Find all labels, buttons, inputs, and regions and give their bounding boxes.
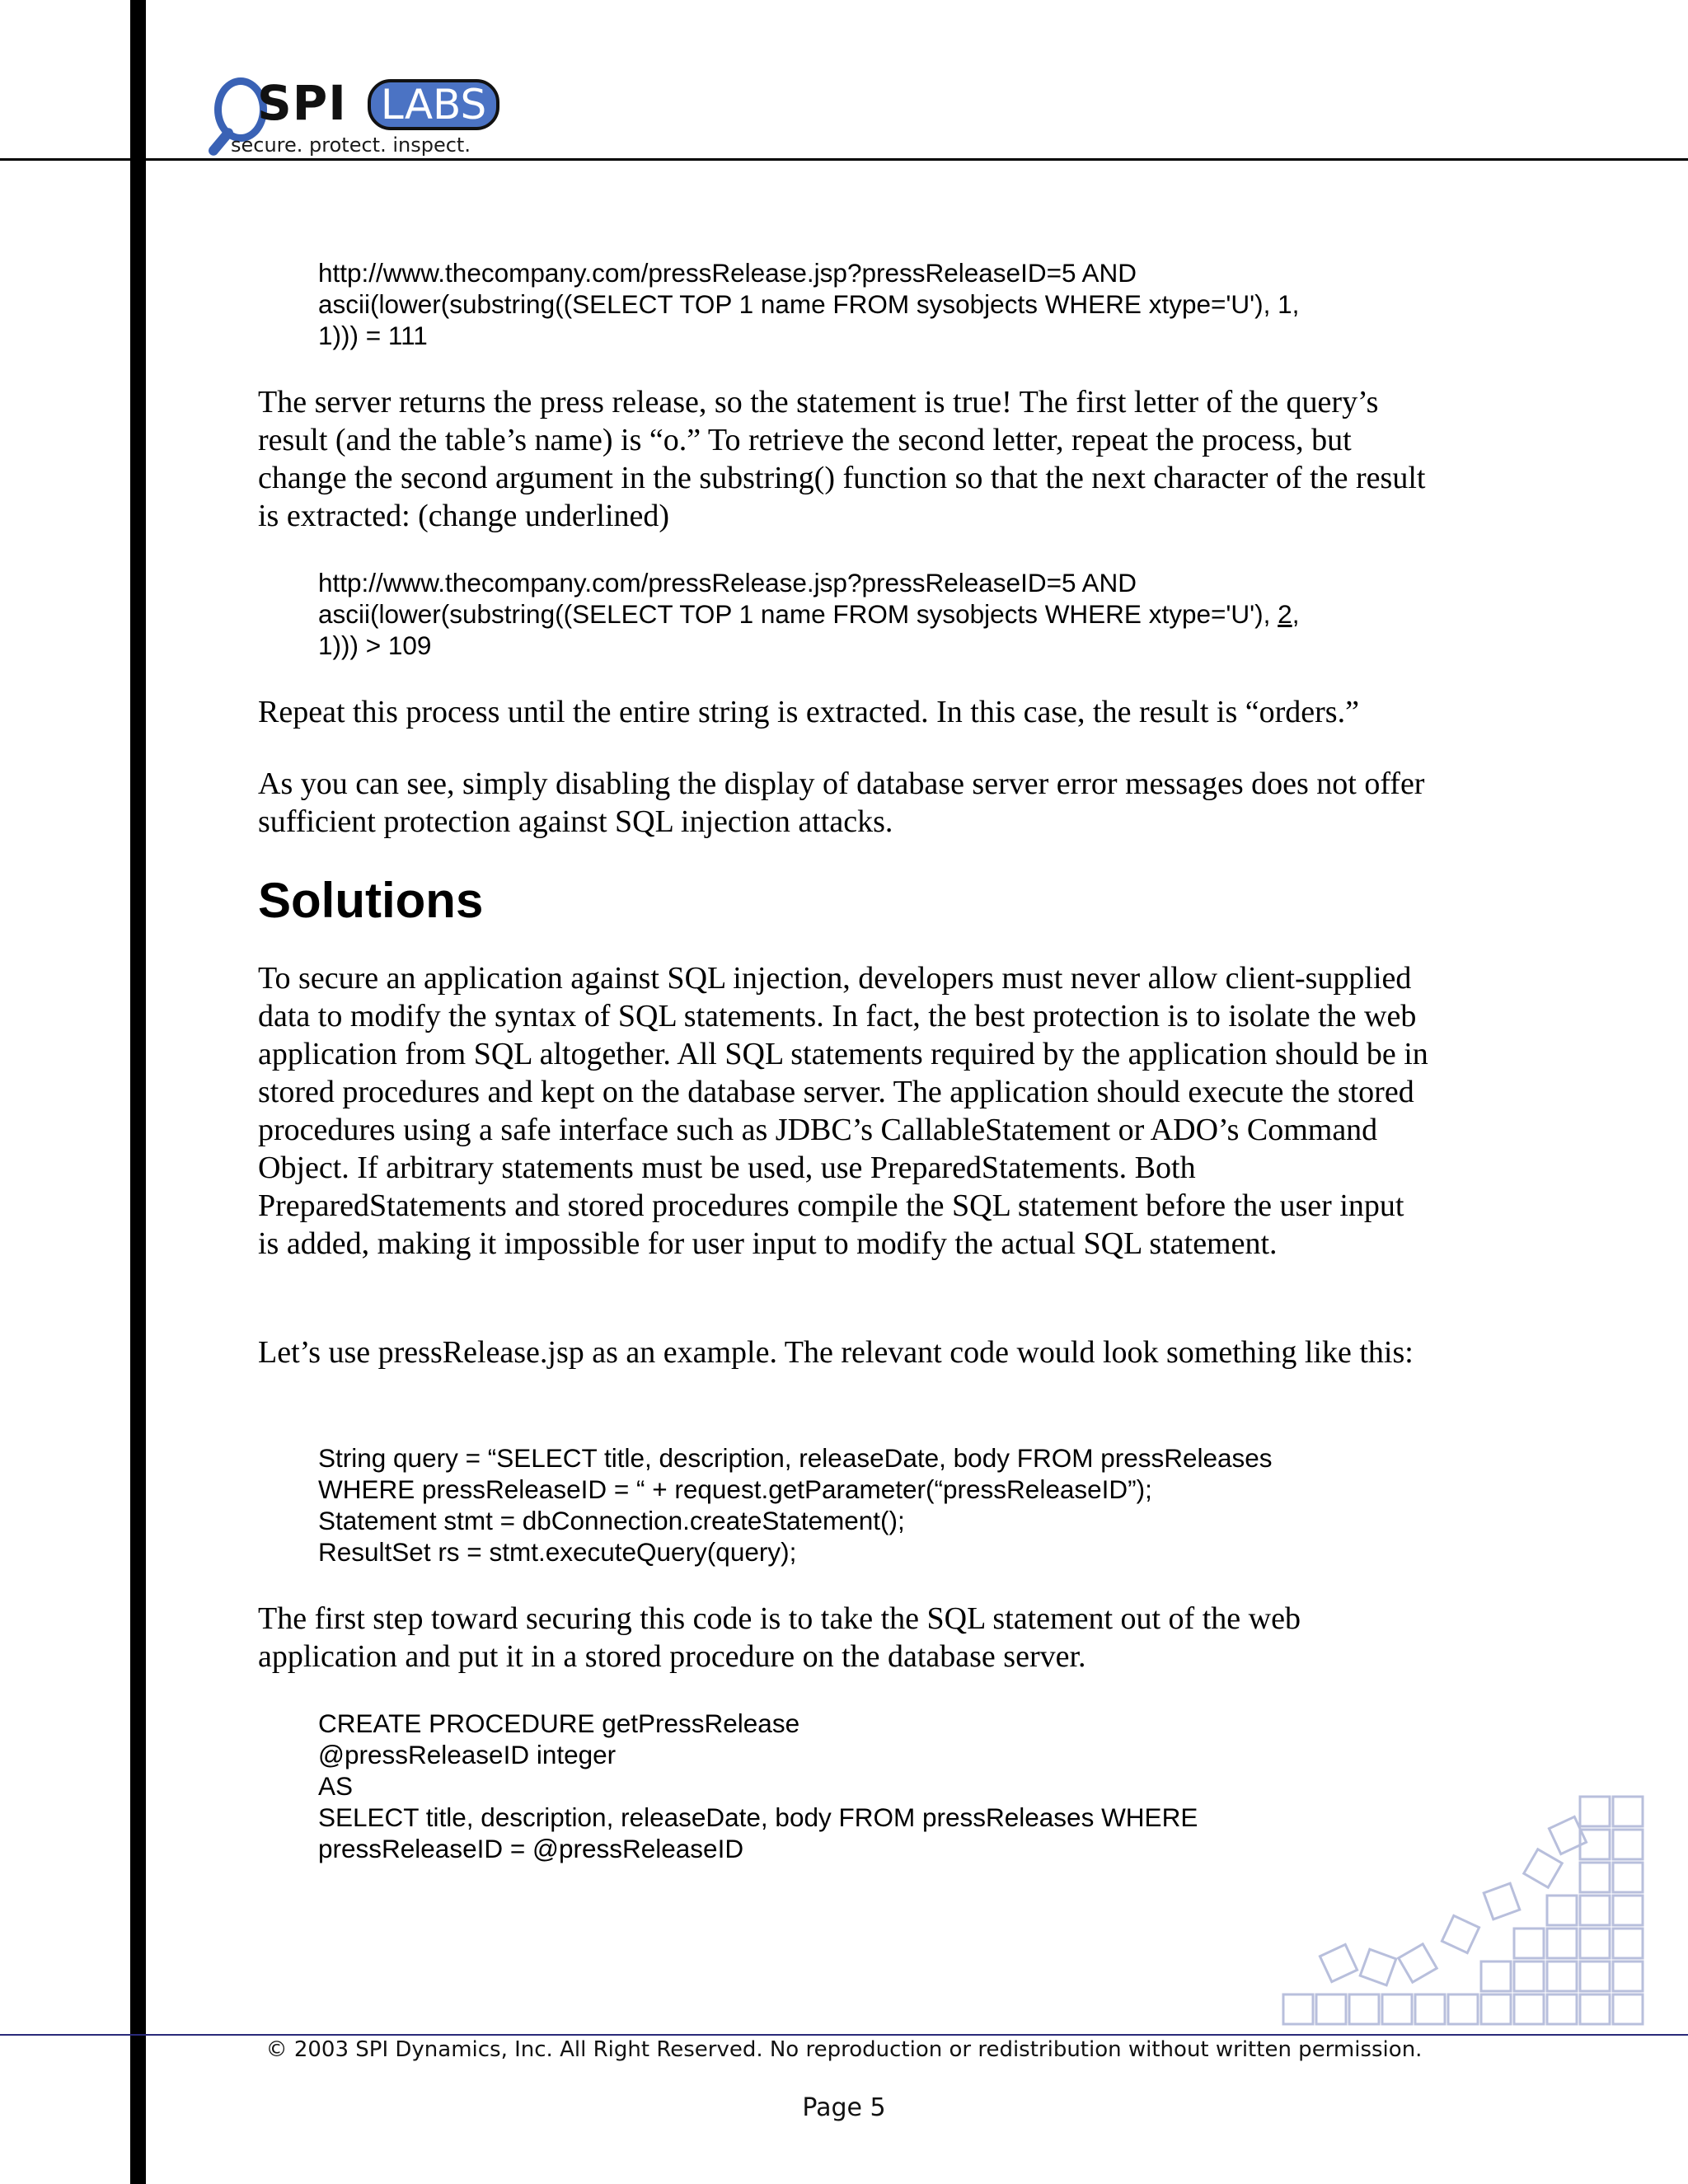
code-block-3 bbox=[258, 1442, 1273, 1568]
logo-badge: LABS bbox=[368, 79, 499, 130]
code-text: ascii(lower(substring((SELECT TOP 1 name FROM sysobjects WHERE xtype='U'), bbox=[318, 599, 1278, 629]
code-line: AS bbox=[318, 1771, 354, 1801]
paragraph: To secure an application against SQL injection, developers must never allow client-supplied data to modify the syntax of SQL statements. In fact, the best protection is to isolate the web application from SQL altogether. All SQL statements required by the application should be in stored procedures and kept on the database server. The application should execute the stored procedures using a safe interface such as JDBC’s CallableStatement or ADO’s Command Object. If arbitrary statements must be used, use PreparedStatements. Both PreparedStatements and stored procedures compile the SQL statement before the user input is added, making it impossible for user input to modify the actual SQL statement. bbox=[258, 961, 1428, 1261]
paragraph: The first step toward securing this code is to take the SQL statement out of the web application and put it in a stored procedure on the database server. bbox=[258, 1601, 1301, 1674]
code-line: 1))) = 111 bbox=[318, 321, 428, 350]
paragraph: As you can see, simply disabling the display of database server error messages does not offer sufficient protection against SQL injection attacks. bbox=[258, 766, 1425, 839]
code-line: http://www.thecompany.com/pressRelease.jsp?pressReleaseID=5 AND bbox=[318, 568, 1137, 598]
code-line: SELECT title, description, releaseDate, body FROM pressReleases WHERE bbox=[318, 1802, 1198, 1832]
code-line: @pressReleaseID integer bbox=[318, 1740, 617, 1769]
code-block-4 bbox=[258, 1708, 1198, 1864]
code-line: ResultSet rs = stmt.executeQuery(query); bbox=[318, 1537, 797, 1567]
code-line: pressReleaseID = @pressReleaseID bbox=[318, 1834, 744, 1863]
paragraph: The server returns the press release, so the statement is true! The first letter of the query’s result (and the table’s name) is “o.” To retrieve the second letter, repeat the process, but change the second argument in the substring() function so that the next character of the result is extracted: (change underlined) bbox=[258, 385, 1426, 533]
footer-rule bbox=[0, 2034, 1688, 2036]
logo-main-text: SPI bbox=[257, 75, 347, 131]
page-number: Page 5 bbox=[802, 2093, 886, 2122]
code-line: String query = “SELECT title, description, releaseDate, body FROM pressReleases bbox=[318, 1443, 1273, 1473]
left-margin-bar bbox=[130, 0, 146, 2184]
decorative-blocks-graphic bbox=[1282, 1784, 1653, 2027]
footer-copyright: © 2003 SPI Dynamics, Inc. All Right Reserved. No reproduction or redistribution without written permission. bbox=[265, 2037, 1423, 2062]
code-line bbox=[318, 598, 1299, 630]
code-line: 1))) > 109 bbox=[318, 630, 432, 660]
code-line: Statement stmt = dbConnection.createStatement(); bbox=[318, 1506, 905, 1535]
section-heading: Solutions bbox=[258, 873, 484, 928]
paragraph: Repeat this process until the entire string is extracted. In this case, the result is “orders.” bbox=[258, 695, 1359, 729]
code-line: http://www.thecompany.com/pressRelease.jsp?pressReleaseID=5 AND bbox=[318, 258, 1137, 288]
paragraph: Let’s use pressRelease.jsp as an example. The relevant code would look something like this: bbox=[258, 1335, 1414, 1370]
code-line: WHERE pressReleaseID = “ + request.getParameter(“pressReleaseID”); bbox=[318, 1474, 1152, 1504]
spi-labs-logo bbox=[206, 73, 519, 159]
code-block-1 bbox=[258, 257, 1299, 351]
code-line: ascii(lower(substring((SELECT TOP 1 name FROM sysobjects WHERE xtype='U'), 1, bbox=[318, 289, 1300, 319]
code-line: CREATE PROCEDURE getPressRelease bbox=[318, 1708, 800, 1738]
code-text: , bbox=[1292, 599, 1300, 629]
underlined-change: 2 bbox=[1278, 599, 1292, 629]
logo-tagline: secure. protect. inspect. bbox=[231, 134, 471, 157]
code-block-2 bbox=[258, 567, 1299, 661]
